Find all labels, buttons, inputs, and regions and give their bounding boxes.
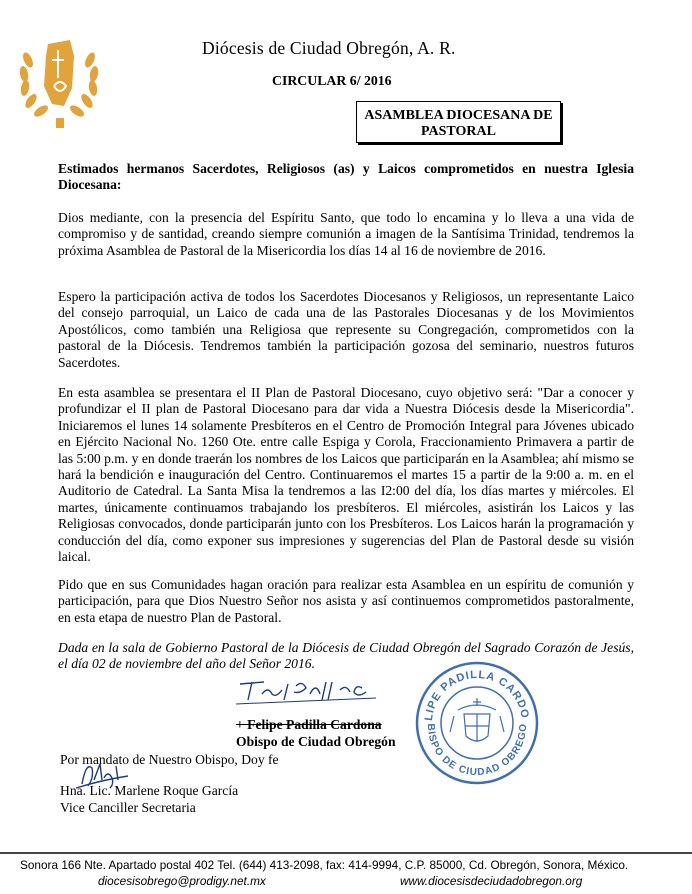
diocese-logo <box>14 26 104 130</box>
secretary-name: Hna. Lic. Marlene Roque García <box>60 783 239 798</box>
paragraph-4: Pido que en sus Comunidades hagan oración para realizar esta Asamblea en un espíritu de comunión y participación, para que Dios Nuestro Señor nos asista y así continuemos comprometidos pastoralmente, en esta etapa de nuestro Plan de Pastoral. <box>58 577 634 625</box>
circular-number: CIRCULAR 6/ 2016 <box>272 73 392 88</box>
seal-bottom-text: BISPO DE CIUDAD OBREGO <box>424 722 530 779</box>
footer-email[interactable]: diocesisobrego@prodigy.net.mx <box>98 874 266 888</box>
paragraph-2: Espero la participación activa de todos los Sacerdotes Diocesanos y Religiosos, un representante Laico del consejo parroquial, un Laico de cada una de las Pastorales Diocesanas y de los Movimientos Apostólicos, como también una Religiosa que represente su Congregación, comprometidos con la pastoral de la Diócesis. Tendremos también la participación gozosa del seminario, nuestros futuros Sacerdotes. <box>58 289 634 370</box>
subject-box: ASAMBLEA DIOCESANA DE PASTORAL <box>356 101 561 143</box>
by-mandate-line: Por mandato de Nuestro Obispo, Doy fe <box>60 752 279 767</box>
greeting: Estimados hermanos Sacerdotes, Religiosos (as) y Laicos comprometidos en nuestra Iglesia Diocesana: <box>58 161 634 193</box>
footer-address: Sonora 166 Nte. Apartado postal 402 Tel. (644) 413-2098, fax: 414-9994, C.P. 85000, Cd. Obregón, Sonora, México. <box>20 858 629 872</box>
bishop-signature <box>236 676 386 706</box>
document-title: Diócesis de Ciudad Obregón, A. R. <box>202 38 456 58</box>
bishop-title: Obispo de Ciudad Obregón <box>236 734 396 749</box>
paragraph-1: Dios mediante, con la presencia del Espíritu Santo, que todo lo encamina y lo lleva a una vida de compromiso y de santidad, creando siempre comunión a imagen de la Santísima Trinidad, tendremos la próxima Asamblea de Pastoral de la Misericordia los días 14 al 16 de noviembre de 2016. <box>58 210 634 258</box>
secretary-title: Vice Canciller Secretaria <box>60 800 196 815</box>
footer-website[interactable]: www.diocesisdeciudadobregon.org <box>400 874 583 888</box>
seal-top-text: LIPE PADILLA CARDO <box>422 668 531 722</box>
bishop-name: + Felipe Padilla Cardona <box>236 717 382 732</box>
dated-line: Dada en la sala de Gobierno Pastoral de la Diócesis de Ciudad Obregón del Sagrado Corazón de Jesús, el día 02 de noviembre del año del Señor 2016. <box>58 640 634 672</box>
svg-text:FELIPE PADILLA CARDONA <box>414 660 531 722</box>
footer-divider <box>0 852 692 854</box>
episcopal-seal <box>414 660 540 786</box>
paragraph-3: En esta asamblea se presentara el II Plan de Pastoral Diocesano, cuyo objetivo será: "Dar a conocer y profundizar el II plan de Pastoral Diocesano para dar vida a Nuestra Diócesis desde la Misericordia". Iniciaremos el lunes 14 solamente Presbíteros en el Centro de Promoción Integral para Jóvenes ubicado en Ejército Nacional No. 1260 Ote. entre calle Espiga y Corola, Fraccionamiento Primavera a partir de las 5:00 p.m. y en donde traerán los nombres de los Laicos que participarán en la Asamblea; ahí mismo se hará la bendición e inauguración del Centro. Continuaremos el martes 15 a partir de la 9:00 a. m. en el Auditorio de Catedral. La Santa Misa la tendremos a las I2:00 del día, los días martes y miércoles. El martes, únicamente continuamos trabajando los presbíteros. El miércoles, asistirán los Laicos y las Religiosas convocados, donde participarán junto con los Presbíteros. Los Laicos harán la programación y conducción del día, como exponer sus impresiones y sugerencias del Plan de Pastoral desde su visión laical. <box>58 385 634 565</box>
